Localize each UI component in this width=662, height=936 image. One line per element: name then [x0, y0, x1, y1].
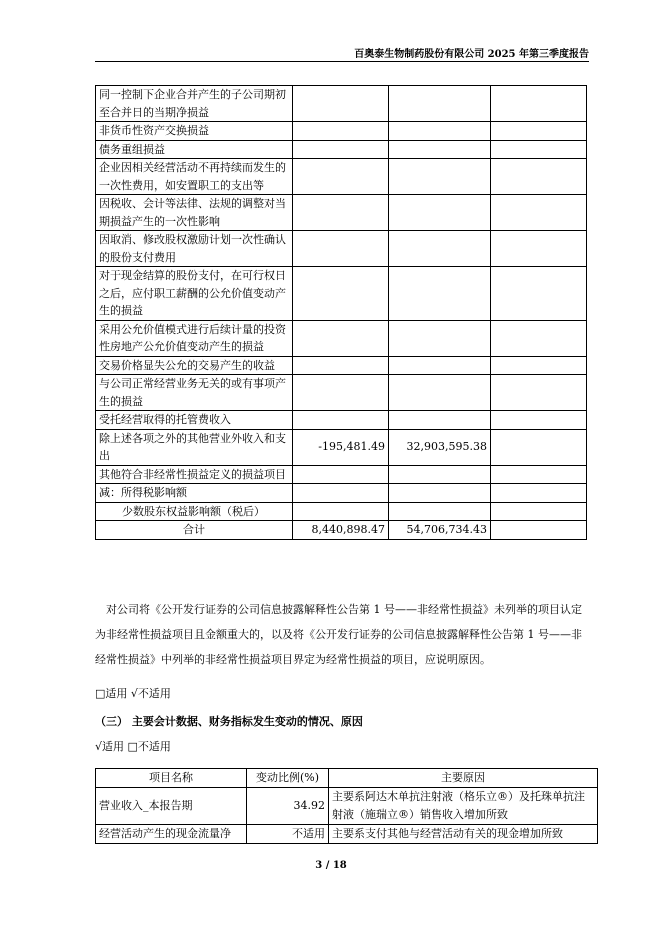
- current-period-value: [293, 465, 389, 484]
- total-ytd-value: 54,706,734.43: [389, 521, 491, 540]
- header-divider: [95, 61, 589, 62]
- row-label: 对于现金结算的股份支付，在可行权日之后，应付职工薪酬的公允价值变动产生的损益: [96, 267, 293, 321]
- row-label: 与公司正常经营业务无关的或有事项产生的损益: [96, 375, 293, 411]
- column-header: 项目名称: [96, 769, 247, 788]
- row-label: 企业因相关经营活动不再持续而发生的一次性费用，如安置职工的支出等: [96, 159, 293, 195]
- current-period-value: [293, 484, 389, 503]
- table-row: [96, 375, 587, 411]
- row-label: 非货币性资产交换损益: [96, 122, 293, 141]
- section-heading: （三） 主要会计数据、财务指标发生变动的情况、原因: [95, 715, 363, 728]
- current-period-value: [293, 140, 389, 159]
- table-row: [96, 788, 598, 825]
- current-period-value: [293, 375, 389, 411]
- row-note: [491, 320, 587, 356]
- table-row: [96, 465, 587, 484]
- row-note: [491, 86, 587, 122]
- item-name: 经营活动产生的现金流量净: [96, 825, 247, 844]
- row-label: 因税收、会计等法律、法规的调整对当期损益产生的一次性影响: [96, 195, 293, 231]
- ytd-value: [389, 320, 491, 356]
- applicability-option: □适用 √不适用: [95, 687, 171, 700]
- total-row: [96, 521, 587, 540]
- main-reason: 主要系阿达木单抗注射液（格乐立®）及托珠单抗注射液（施瑞立®）销售收入增加所致: [329, 788, 598, 825]
- current-period-value: [293, 502, 389, 521]
- row-note: [491, 159, 587, 195]
- table-row: [96, 502, 587, 521]
- row-note: [491, 484, 587, 503]
- table-row: [96, 356, 587, 375]
- row-note: [491, 356, 587, 375]
- ytd-value: [389, 375, 491, 411]
- current-period-value: [293, 267, 389, 321]
- column-header: 主要原因: [329, 769, 598, 788]
- row-note: [491, 411, 587, 430]
- row-label: 少数股东权益影响额（税后）: [96, 502, 293, 521]
- table-row: [96, 267, 587, 321]
- ytd-value: [389, 267, 491, 321]
- ytd-value: [389, 502, 491, 521]
- table-row: [96, 195, 587, 231]
- main-reason: 主要系支付其他与经营活动有关的现金增加所致: [329, 825, 598, 844]
- ytd-value: [389, 86, 491, 122]
- applicability-option: √适用 □不适用: [95, 740, 171, 753]
- row-label: 除上述各项之外的其他营业外收入和支出: [96, 429, 293, 465]
- current-period-value: [293, 195, 389, 231]
- explanation-paragraph: 对公司将《公开发行证券的公司信息披露解释性公告第 1 号——非经常性损益》未列举的项目认定为非经常性损益项目且金额重大的，以及将《公开发行证券的公司信息披露解释性公告第 1 号——非经常性损益》中列举的非经常性损益项目界定为经常性损益的项目，应说明原因。: [95, 603, 582, 666]
- row-label: 减：所得税影响额: [96, 484, 293, 503]
- ytd-value: [389, 122, 491, 141]
- non-recurring-items-table: [95, 85, 587, 540]
- ytd-value: [389, 356, 491, 375]
- page-number: 3 / 18: [315, 860, 347, 871]
- current-period-value: [293, 231, 389, 267]
- item-name: 营业收入_本报告期: [96, 788, 247, 825]
- total-current-period-value: 8,440,898.47: [293, 521, 389, 540]
- table-header-row: [96, 769, 598, 788]
- row-label: 其他符合非经常性损益定义的损益项目: [96, 465, 293, 484]
- current-period-value: [293, 320, 389, 356]
- row-note: [491, 140, 587, 159]
- current-period-value: [293, 159, 389, 195]
- table-row: [96, 825, 598, 844]
- row-label: 受托经营取得的托管费收入: [96, 411, 293, 430]
- current-period-value: -195,481.49: [293, 429, 389, 465]
- change-ratio: 不适用: [247, 825, 329, 844]
- table-row: [96, 411, 587, 430]
- change-ratio: 34.92: [247, 788, 329, 825]
- ytd-value: [389, 195, 491, 231]
- ytd-value: [389, 140, 491, 159]
- table-row: [96, 320, 587, 356]
- row-label: 交易价格显失公允的交易产生的收益: [96, 356, 293, 375]
- current-period-value: [293, 411, 389, 430]
- table-row: [96, 122, 587, 141]
- row-note: [491, 465, 587, 484]
- row-note: [491, 122, 587, 141]
- row-label: 因取消、修改股权激励计划一次性确认的股份支付费用: [96, 231, 293, 267]
- row-label: 采用公允价值模式进行后续计量的投资性房地产公允价值变动产生的损益: [96, 320, 293, 356]
- row-note: [491, 267, 587, 321]
- table-row: [96, 231, 587, 267]
- metric-change-table: [95, 768, 598, 844]
- ytd-value: [389, 411, 491, 430]
- row-note: [491, 231, 587, 267]
- row-label: 同一控制下企业合并产生的子公司期初至合并日的当期净损益: [96, 86, 293, 122]
- ytd-value: 32,903,595.38: [389, 429, 491, 465]
- table-row: [96, 484, 587, 503]
- ytd-value: [389, 465, 491, 484]
- row-note: [491, 502, 587, 521]
- row-note: [491, 429, 587, 465]
- ytd-value: [389, 231, 491, 267]
- table-row: [96, 159, 587, 195]
- total-label: 合计: [96, 521, 293, 540]
- ytd-value: [389, 484, 491, 503]
- current-period-value: [293, 356, 389, 375]
- row-note: [491, 195, 587, 231]
- table-row: [96, 429, 587, 465]
- column-header: 变动比例(%): [247, 769, 329, 788]
- row-label: 债务重组损益: [96, 140, 293, 159]
- table-row: [96, 140, 587, 159]
- ytd-value: [389, 159, 491, 195]
- table-row: [96, 86, 587, 122]
- total-note: [491, 521, 587, 540]
- row-note: [491, 375, 587, 411]
- report-header-title: 百奥泰生物制药股份有限公司 2025 年第三季度报告: [354, 49, 589, 60]
- current-period-value: [293, 86, 389, 122]
- current-period-value: [293, 122, 389, 141]
